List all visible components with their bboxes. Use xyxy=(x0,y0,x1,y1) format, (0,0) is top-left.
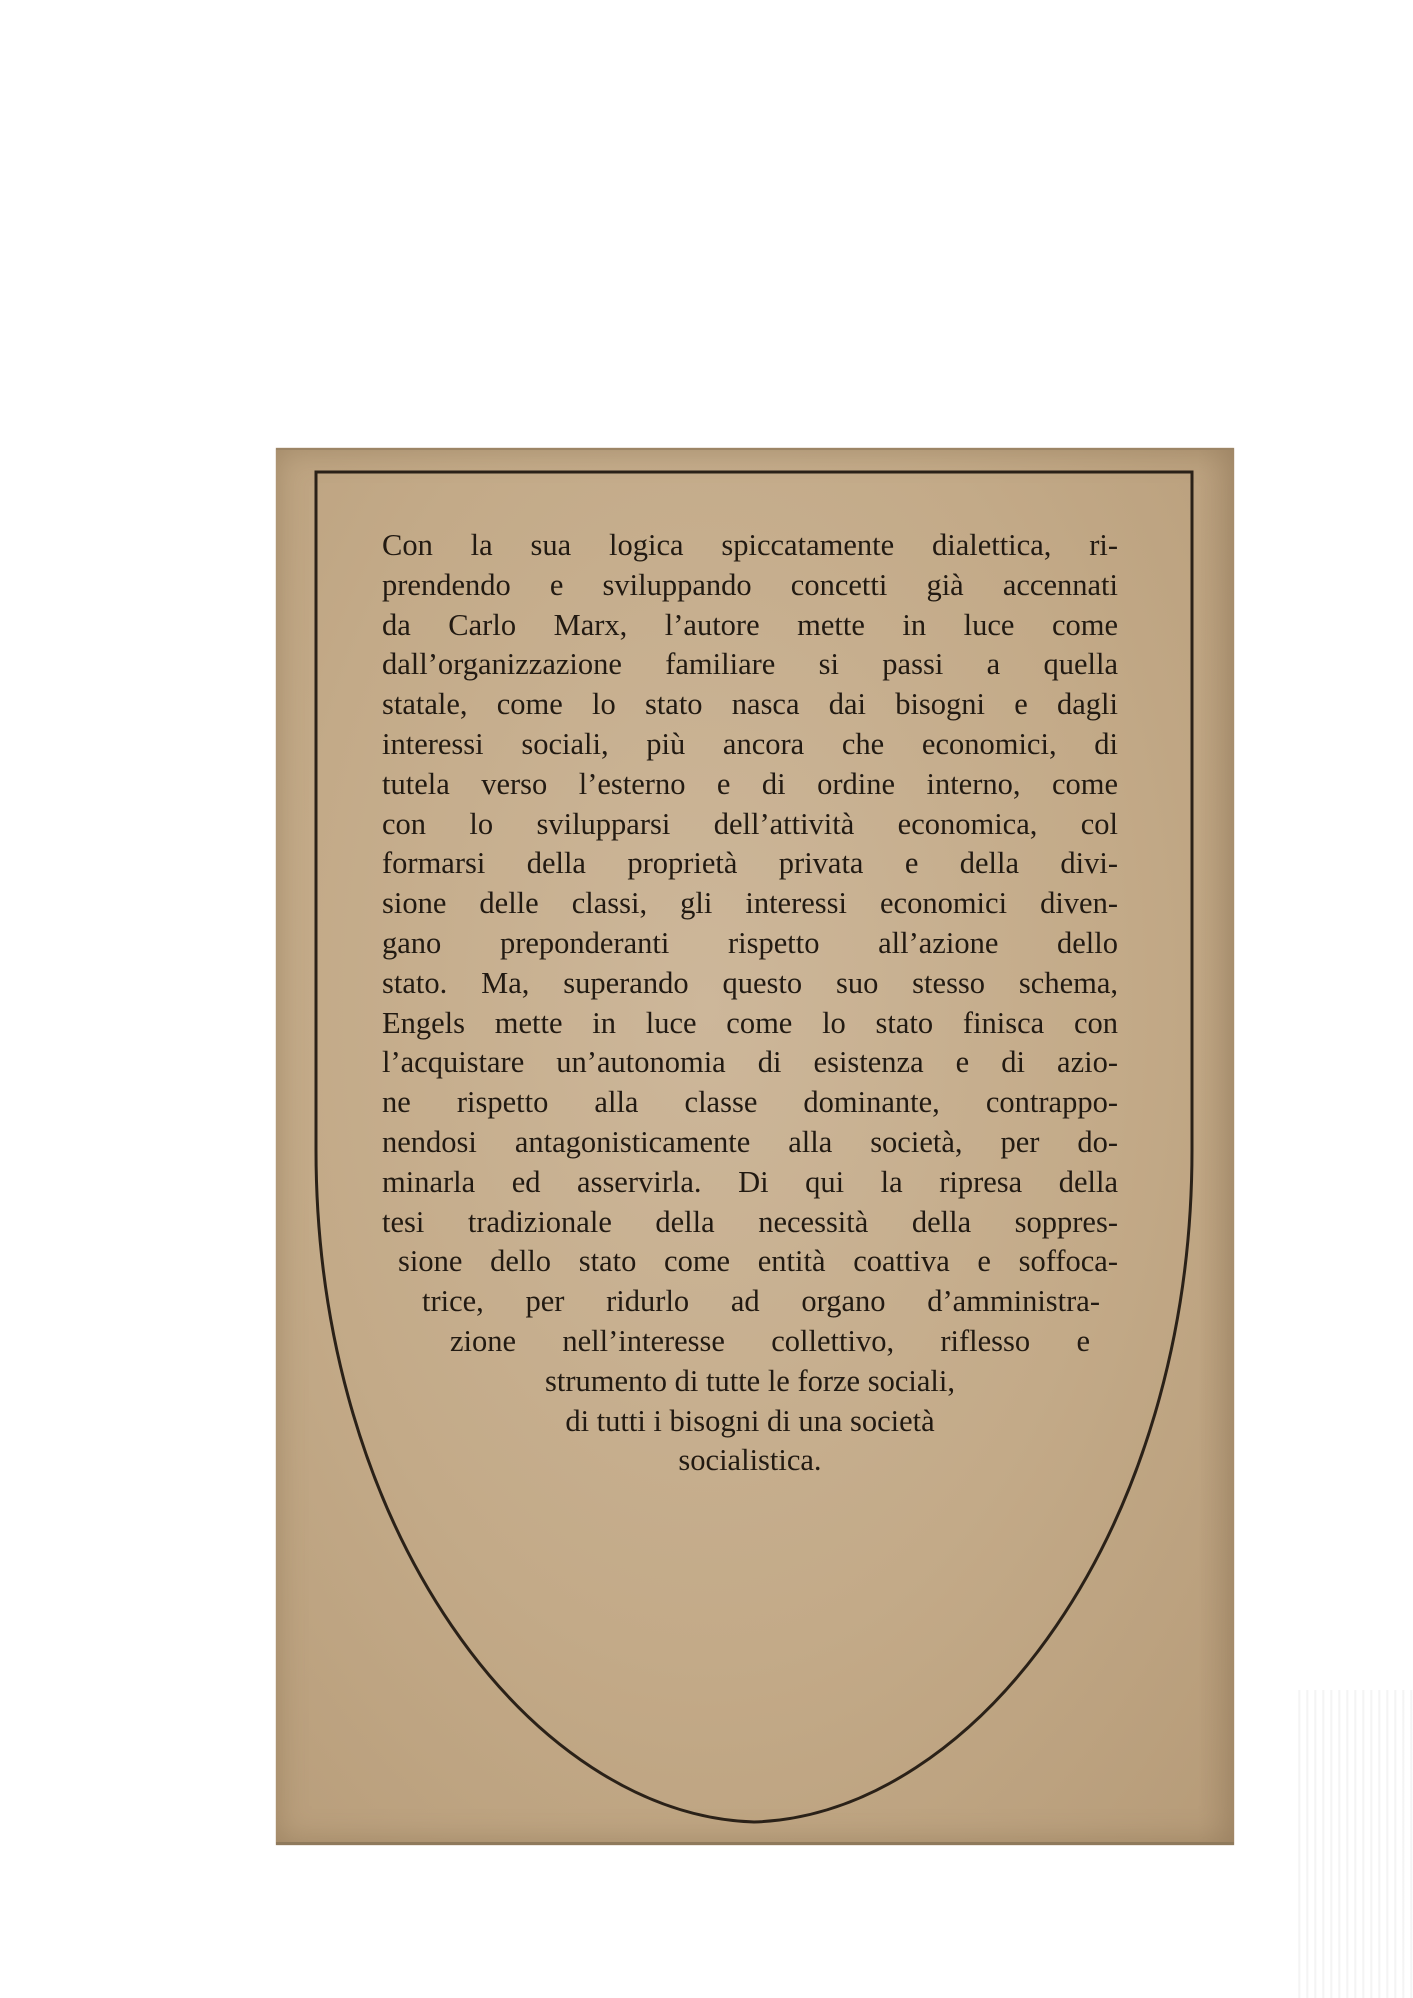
blurb-line: interessi sociali, più ancora che economici, di xyxy=(382,726,1118,761)
blurb-text xyxy=(382,526,1118,1481)
blurb-line: socialistica. xyxy=(678,1443,822,1478)
blurb-line: dall’organizzazione familiare si passi a quella xyxy=(382,647,1118,682)
blurb-line: con lo svilupparsi dell’attività economica, col xyxy=(382,806,1118,841)
blurb-line: nendosi antagonisticamente alla società, per do- xyxy=(382,1124,1118,1159)
blurb-line: stato. Ma, superando questo suo stesso schema, xyxy=(382,965,1118,1000)
blurb-line: sione delle classi, gli interessi economici diven- xyxy=(382,886,1118,921)
blurb-line: Con la sua logica spiccatamente dialettica, ri- xyxy=(382,528,1118,562)
blurb-line: strumento di tutte le forze sociali, xyxy=(545,1363,955,1398)
blurb-line: da Carlo Marx, l’autore mette in luce come xyxy=(382,607,1118,642)
scanner-edge-artifact xyxy=(1293,1690,1413,1998)
blurb-line: sione dello stato come entità coattiva e soffoca- xyxy=(398,1244,1118,1279)
blurb-line: formarsi della proprietà privata e della divi- xyxy=(382,846,1118,881)
blurb-line: prendendo e sviluppando concetti già accennati xyxy=(382,567,1118,602)
blurb-line: Engels mette in luce come lo stato finisca con xyxy=(382,1005,1118,1040)
blurb-line: di tutti i bisogni di una società xyxy=(565,1403,935,1438)
blurb-line: gano preponderanti rispetto all’azione dello xyxy=(382,925,1118,960)
blurb-line: tutela verso l’esterno e di ordine interno, come xyxy=(382,766,1118,801)
blurb-line: ne rispetto alla classe dominante, contrappo- xyxy=(382,1085,1118,1120)
blurb-line: tesi tradizionale della necessità della soppres- xyxy=(382,1204,1118,1239)
blurb-line: statale, come lo stato nasca dai bisogni e dagli xyxy=(382,687,1118,722)
blurb-line: trice, per ridurlo ad organo d’amministra- xyxy=(422,1284,1100,1319)
blurb-line: zione nell’interesse collettivo, riflesso e xyxy=(450,1323,1090,1358)
blurb-line: l’acquistare un’autonomia di esistenza e di azio- xyxy=(382,1045,1118,1080)
blurb-line: minarla ed asservirla. Di qui la ripresa della xyxy=(382,1164,1118,1199)
